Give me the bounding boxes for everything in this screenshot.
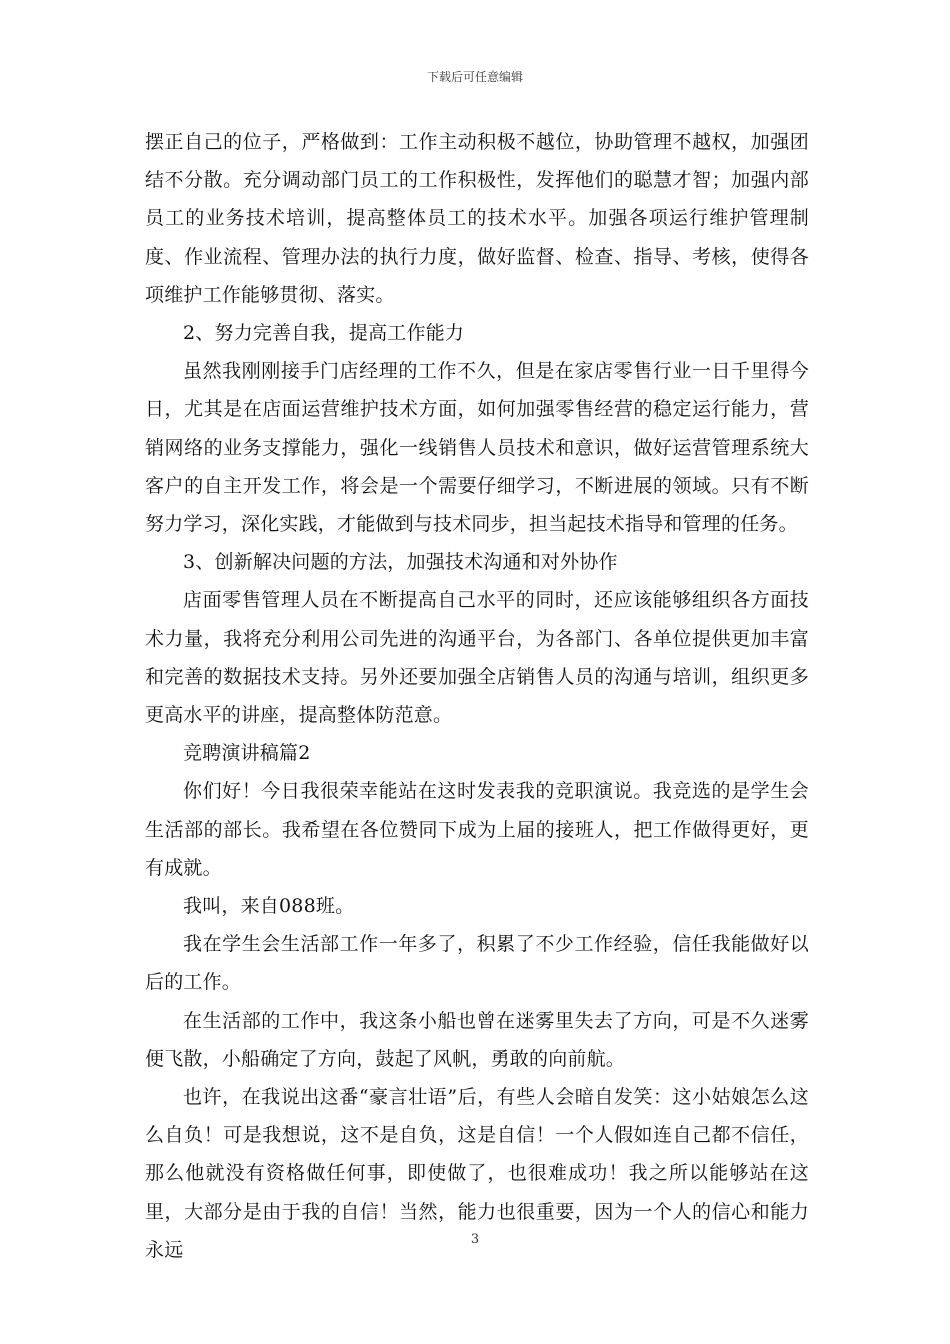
- paragraph: 虽然我刚刚接手门店经理的工作不久，但是在家店零售行业一日千里得今日，尤其是在店面运营维护技术方面，如何加强零售经营的稳定运行能力，营销网络的业务支撑能力，强化一线销售人员技术和意识，做好运营管理系统大客户的自主开发工作，将会是一个需要仔细学习，不断进展的领域。只有不断努力学习，深化实践，才能做到与技术同步，担当起技术指导和管理的任务。: [145, 360, 809, 536]
- page-header: 下载后可任意编辑: [426, 70, 523, 84]
- paragraph: 摆正自己的位子，严格做到：工作主动积极不越位，协助管理不越权，加强团结不分散。充分调动部门员工的工作积极性，发挥他们的聪慧才智；加强内部员工的业务技术培训，提高整体员工的技术水平。加强各项运行维护管理制度、作业流程、管理办法的执行力度，做好监督、检查、指导、考核，使得各项维护工作能够贯彻、落实。: [145, 131, 809, 306]
- paragraph: 我在学生会生活部工作一年多了，积累了不少工作经验，信任我能做好以后的工作。: [145, 933, 809, 994]
- paragraph: 店面零售管理人员在不断提高自己水平的同时，还应该能够组织各方面技术力量，我将充分利用公司先进的沟通平台，为各部门、各单位提供更加丰富和完善的数据技术支持。另外还要加强全店销售人员的沟通与培训，组织更多更高水平的讲座，提高整体防范意。: [145, 589, 809, 727]
- section-heading: 3、创新解决问题的方法，加强技术沟通和对外协作: [183, 551, 618, 574]
- paragraph: 我叫，来自088班。: [183, 895, 355, 918]
- article-title: 竞聘演讲稿篇2: [183, 742, 311, 765]
- paragraph: 在生活部的工作中，我这条小船也曾在迷雾里失去了方向，可是不久迷雾便飞散，小船确定了方向，鼓起了风帆，勇敢的向前航。: [145, 1009, 809, 1070]
- document-body: [145, 123, 809, 1269]
- paragraph: 也许，在我说出这番“豪言壮语”后，有些人会暗自发笑：这小姑娘怎么这么自负！可是我想说，这不是自负，这是自信！一个人假如连自己都不信任，那么他就没有资格做任何事，即使做了，也很难成功！我之所以能够站在这里，大部分是由于我的自信！当然，能力也很重要，因为一个人的信心和能力永远: [145, 1086, 809, 1261]
- paragraph: 你们好！今日我很荣幸能站在这时发表我的竞职演说。我竞选的是学生会生活部的部长。我希望在各位赞同下成为上届的接班人，把工作做得更好，更有成就。: [145, 780, 809, 879]
- section-heading: 2、努力完善自我，提高工作能力: [183, 322, 465, 345]
- page-number: 3: [470, 1232, 480, 1247]
